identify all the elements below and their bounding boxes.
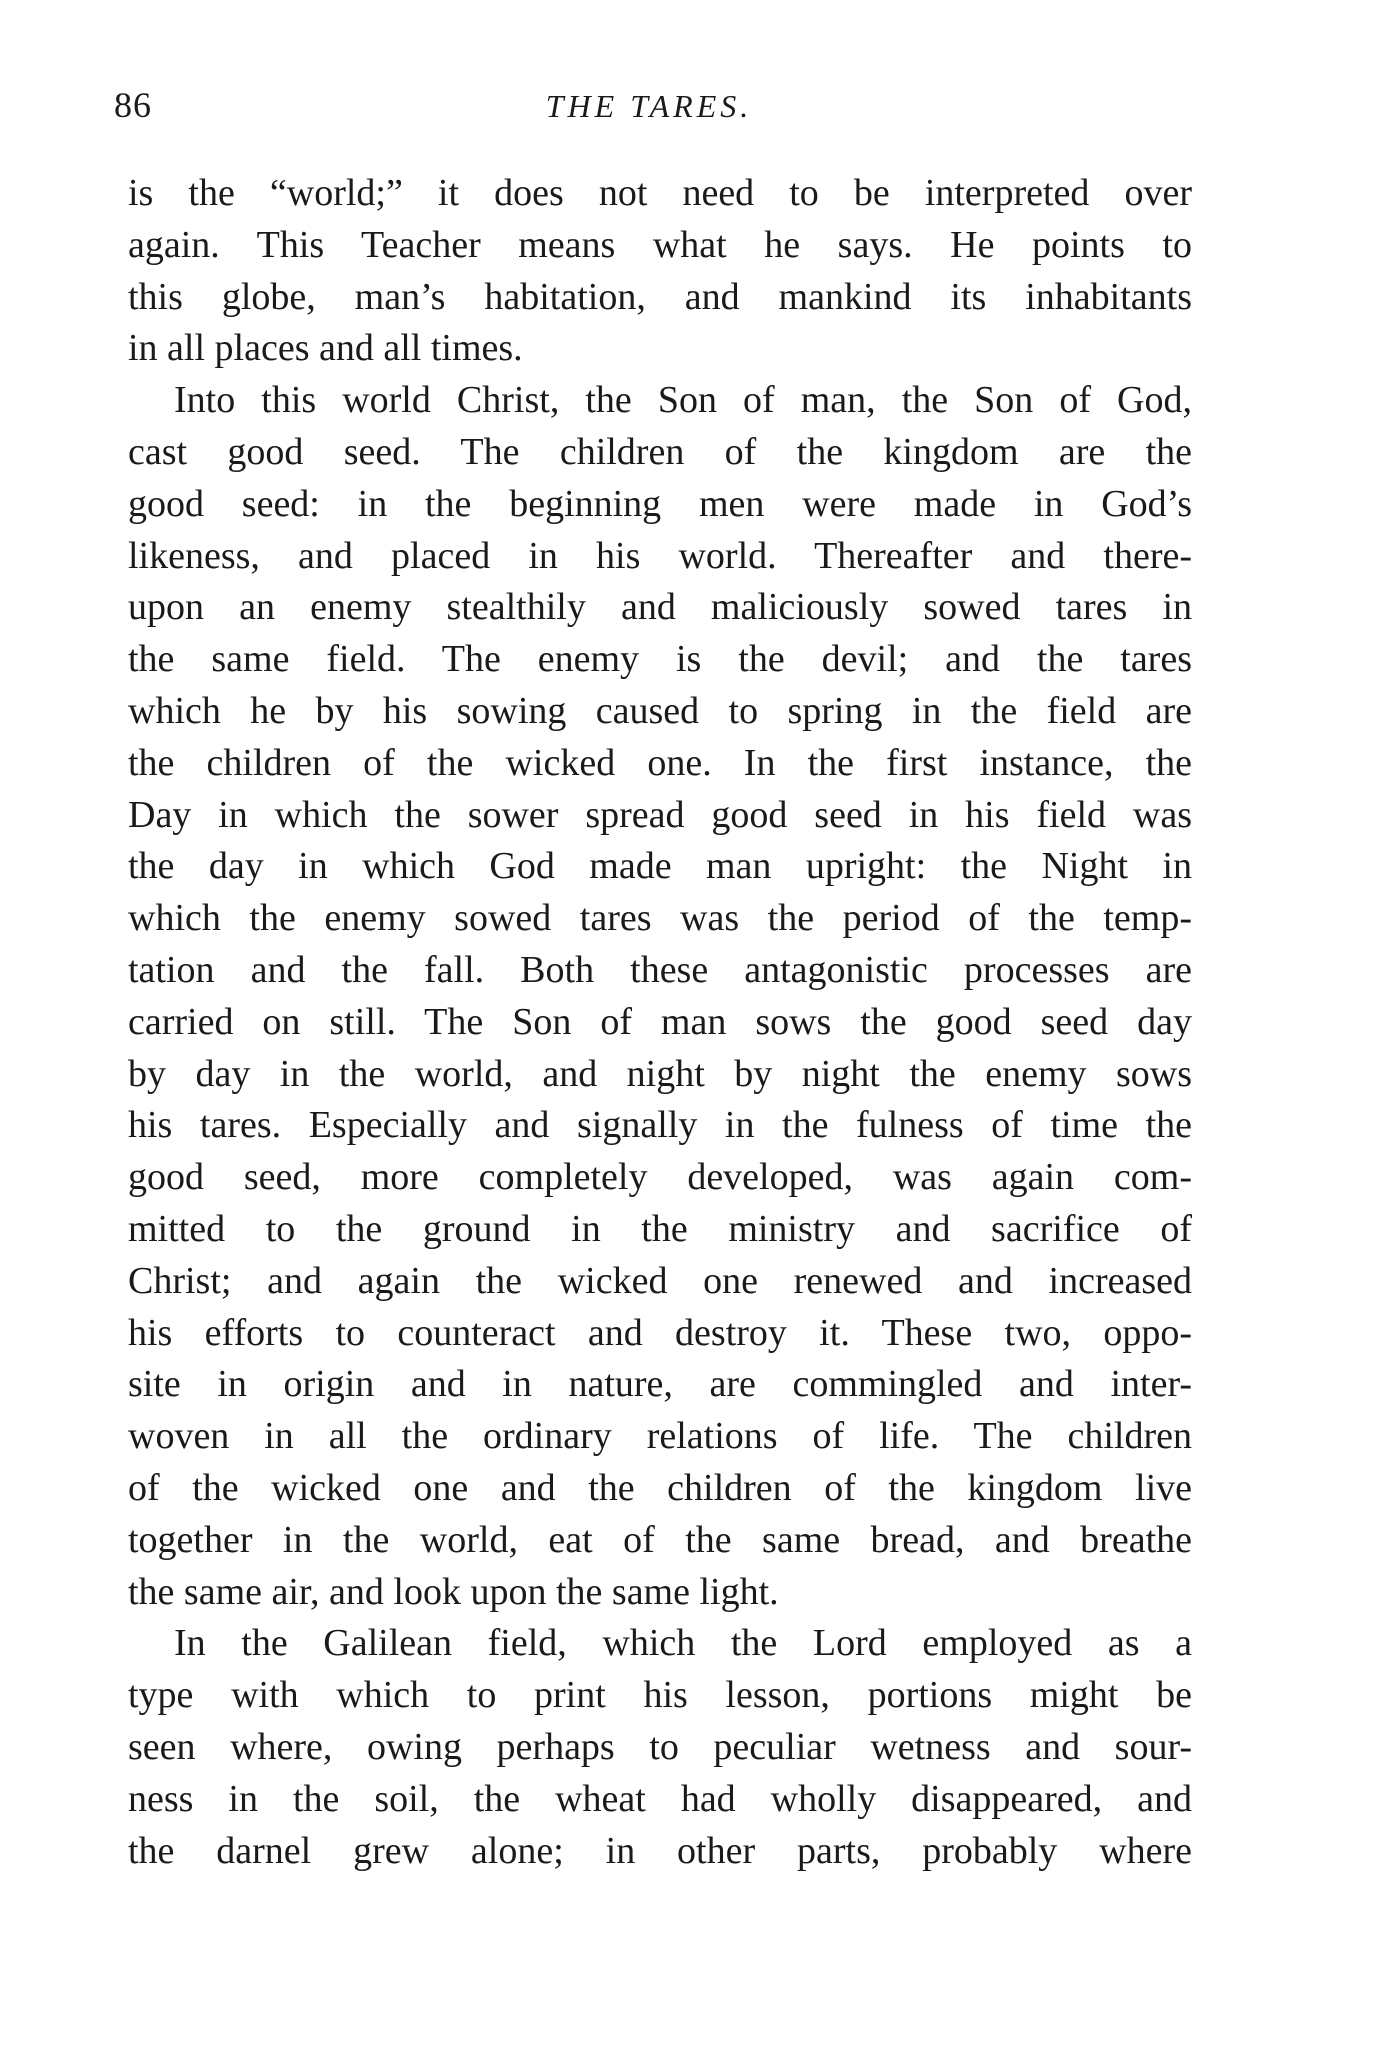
text-line: carried on still. The Son of man sows the good seed day: [128, 1000, 1192, 1043]
text-line: his tares. Especially and signally in the fulness of time the: [128, 1104, 1192, 1147]
paragraph-2: [128, 375, 1192, 1618]
text-line: seen where, owing perhaps to peculiar wetness and sour-: [128, 1725, 1192, 1768]
paragraph-3: [128, 1618, 1192, 1877]
text-line: In the Galilean field, which the Lord employed as a: [174, 1622, 1192, 1665]
text-line: of the wicked one and the children of the kingdom live: [128, 1466, 1192, 1509]
text-line: is the “world;” it does not need to be interpreted over: [128, 172, 1192, 214]
text-line: by day in the world, and night by night the enemy sows: [128, 1052, 1192, 1095]
text-line: likeness, and placed in his world. Thereafter and there-: [128, 534, 1192, 577]
text-line: tation and the fall. Both these antagonistic processes are: [128, 948, 1192, 991]
text-line: the children of the wicked one. In the first instance, the: [128, 741, 1192, 784]
text-line: Day in which the sower spread good seed in his field was: [128, 793, 1192, 836]
text-line: in all places and all times.: [128, 327, 523, 370]
text-line: again. This Teacher means what he says. He points to: [128, 223, 1192, 266]
text-line: Into this world Christ, the Son of man, the Son of God,: [174, 379, 1192, 422]
text-line: woven in all the ordinary relations of life. The children: [128, 1415, 1192, 1458]
text-line: this globe, man’s habitation, and mankind its inhabitants: [128, 275, 1192, 318]
text-line: the same air, and look upon the same light.: [128, 1570, 779, 1613]
text-line: together in the world, eat of the same bread, and breathe: [128, 1518, 1192, 1561]
text-line: good seed: in the beginning men were made in God’s: [128, 482, 1192, 525]
paragraph-1: [128, 168, 1192, 375]
body-text: [128, 168, 1192, 1877]
text-line: cast good seed. The children of the kingdom are the: [128, 430, 1192, 473]
running-title: THE TARES.: [545, 88, 753, 124]
text-line: his efforts to counteract and destroy it. These two, oppo-: [128, 1311, 1192, 1354]
page-header: [114, 84, 1214, 144]
text-line: site in origin and in nature, are commingled and inter-: [128, 1363, 1192, 1406]
text-line: good seed, more completely developed, was again com-: [128, 1156, 1192, 1199]
text-line: the darnel grew alone; in other parts, probably where: [128, 1829, 1192, 1872]
text-line: which he by his sowing caused to spring in the field are: [128, 689, 1192, 732]
text-line: type with which to print his lesson, portions might be: [128, 1674, 1192, 1717]
text-line: the day in which God made man upright: the Night in: [128, 845, 1192, 888]
text-line: upon an enemy stealthily and maliciously sowed tares in: [128, 586, 1192, 629]
text-line: which the enemy sowed tares was the period of the temp-: [128, 897, 1192, 940]
page-number: 86: [114, 85, 152, 125]
text-line: mitted to the ground in the ministry and sacrifice of: [128, 1207, 1192, 1250]
text-line: the same field. The enemy is the devil; and the tares: [128, 638, 1192, 681]
text-line: ness in the soil, the wheat had wholly disappeared, and: [128, 1777, 1192, 1820]
text-line: Christ; and again the wicked one renewed and increased: [128, 1259, 1192, 1302]
